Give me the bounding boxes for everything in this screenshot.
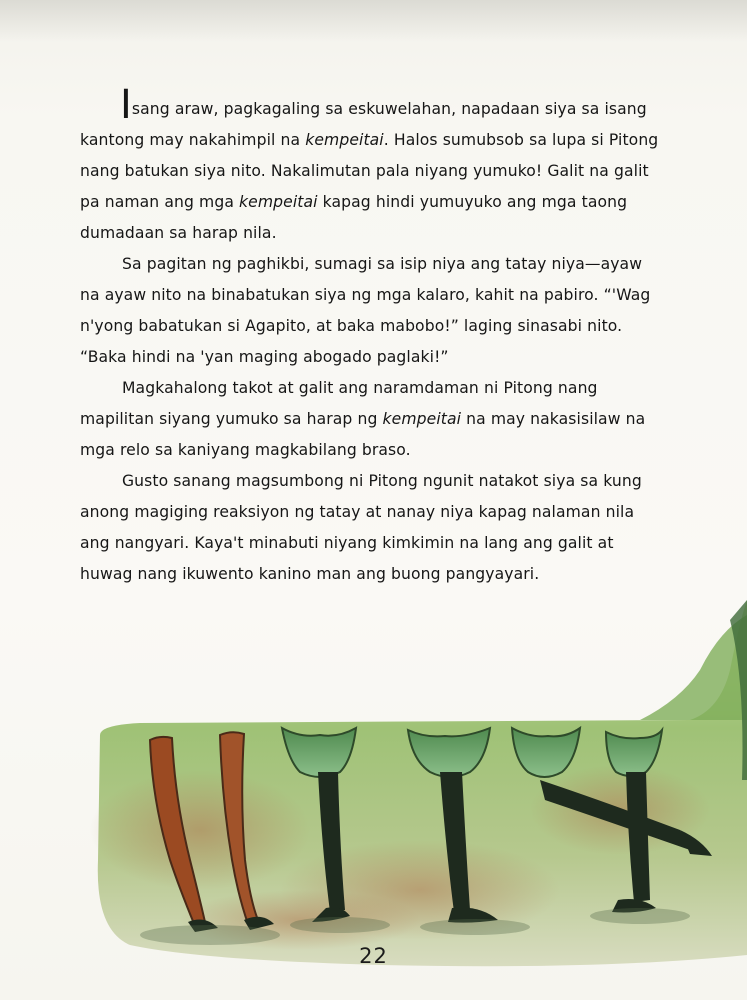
run: Gusto sanang magsumbong ni Pitong ngunit natakot siya sa kung anong magiging reaksiyon ng tatay at nanay niya kapag nalaman nila ang nangyari. Kaya't minabuti niyang kimkimin na lang ang galit at huwag nang ikuwento kanino man ang buong pangyayari.: [80, 472, 642, 583]
paragraph-1: [80, 82, 660, 249]
page-number: 22: [359, 944, 388, 968]
shadow: [420, 919, 530, 935]
page-top-shadow: [0, 0, 747, 42]
shadow: [590, 908, 690, 924]
legs-illustration: [0, 560, 747, 1000]
dirt-patch: [90, 770, 310, 890]
run: . Halos sumubsob sa lupa si Pitong nang batukan siya nito. Nakalimutan pala niyang yumuko! Galit na galit pa naman ang mga: [80, 131, 659, 211]
story-text: [80, 82, 660, 590]
run: sang araw, pagkagaling sa eskuwelahan, napadaan siya sa isang kantong may nakahimpil na: [80, 100, 647, 149]
paragraph-2: [80, 249, 660, 373]
italic-term: kempeitai: [382, 410, 462, 428]
run: kapag hindi yumuyuko ang mga taong dumadaan sa harap nila.: [80, 193, 628, 242]
shadow: [290, 917, 390, 933]
paragraph-3: [80, 373, 660, 466]
italic-term: kempeitai: [305, 131, 384, 149]
run: na may nakasisilaw na mga relo sa kaniyang magkabilang braso.: [80, 410, 646, 459]
drop-cap: I: [120, 82, 132, 128]
italic-term: kempeitai: [239, 193, 318, 211]
shadow: [140, 925, 280, 945]
grass-mound: [640, 615, 747, 720]
run: Sa pagitan ng paghikbi, sumagi sa isip niya ang tatay niya—ayaw na ayaw nito na binabatukan siya ng mga kalaro, kahit na pabiro. “'Wag n'yong babatukan si Agapito, at baka mabobo!” laging sinasabi nito. “Baka hindi na 'yan maging abogado paglaki!”: [80, 255, 651, 366]
run: Magkahalong takot at galit ang naramdaman ni Pitong nang mapilitan siyang yumuko sa harap ng: [80, 379, 598, 428]
